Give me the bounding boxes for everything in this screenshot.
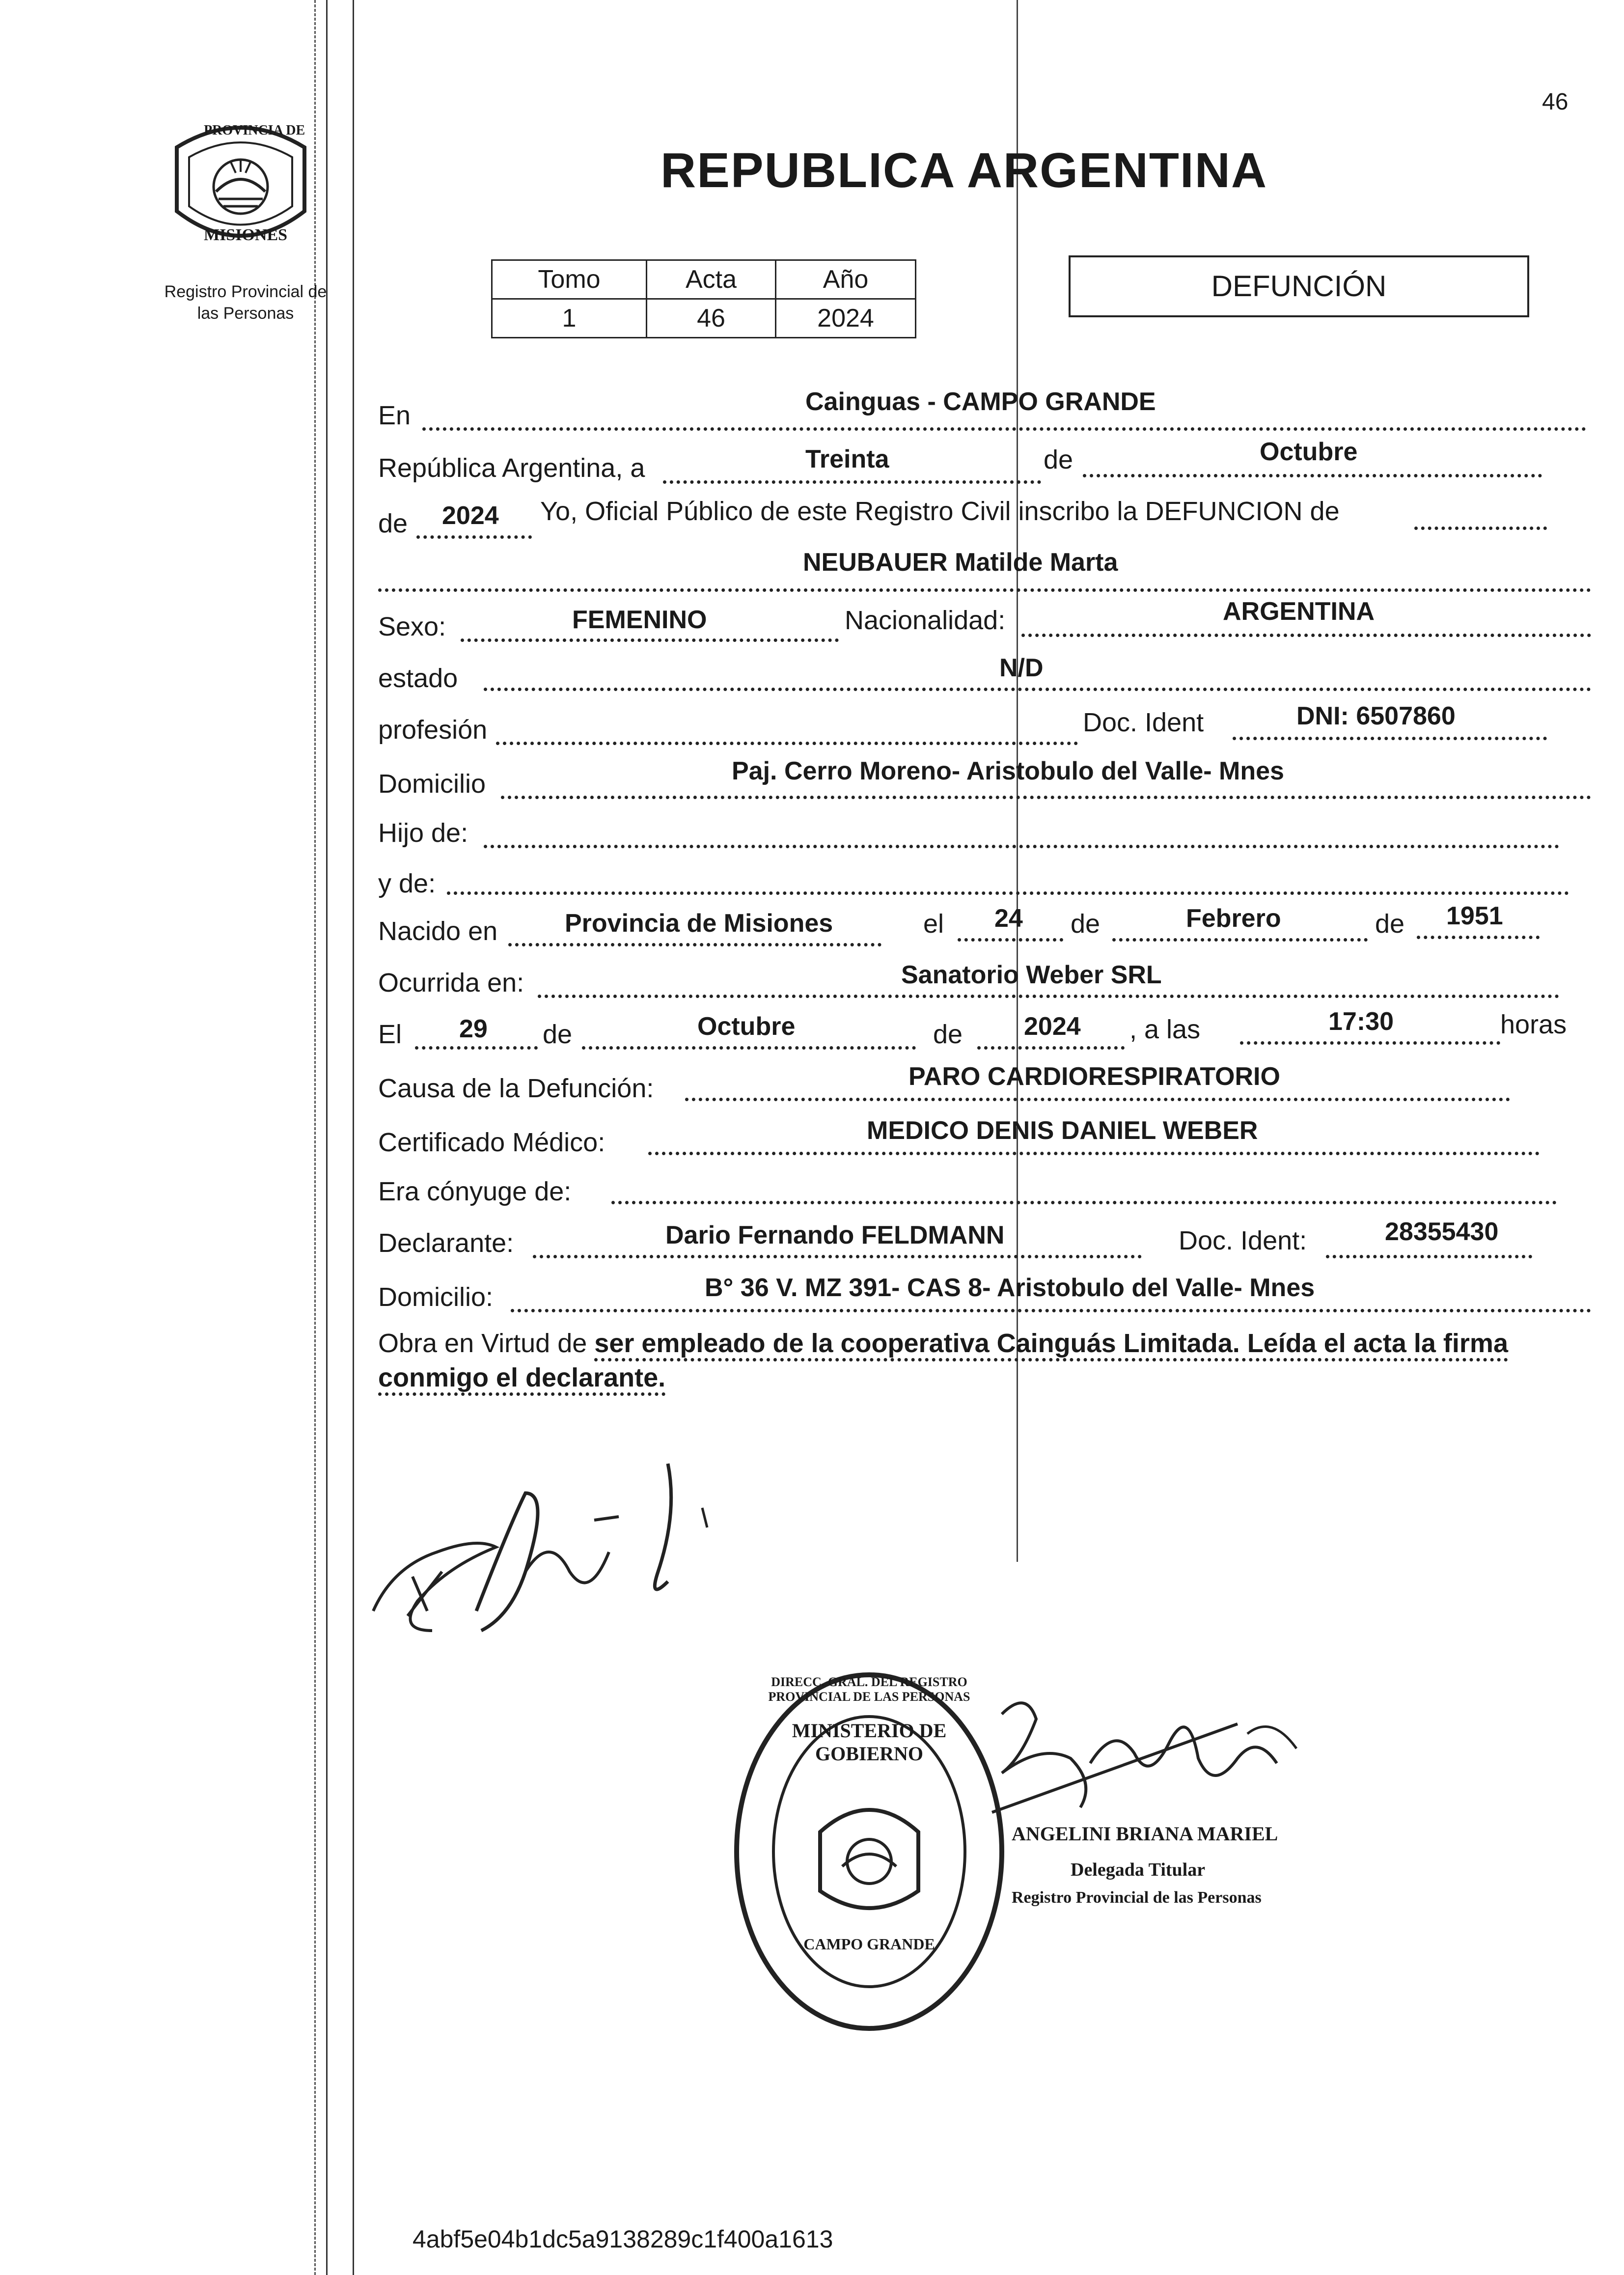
logo-arc-text: PROVINCIA DE (204, 123, 305, 138)
conyuge-label: Era cónyuge de: (378, 1177, 572, 1206)
obra-paragraph (378, 1326, 1591, 1395)
margin-line-right (353, 0, 354, 2275)
nacido-label: Nacido en (378, 916, 498, 946)
birth-year: 1951 (1446, 902, 1503, 930)
death-month: Octubre (697, 1012, 796, 1041)
logo-caption (142, 281, 349, 324)
obra-label: Obra en Virtud de (378, 1329, 587, 1358)
domicilio-value: Paj. Cerro Moreno- Aristobulo del Valle- Mnes (732, 757, 1284, 785)
domicilio2-label: Domicilio: (378, 1282, 494, 1312)
stamp-registry: Registro Provincial de las Personas (1012, 1888, 1262, 1907)
yo-dotted-line (1414, 527, 1547, 530)
alas-label: , a las (1129, 1015, 1201, 1044)
yde-dotted-line (447, 891, 1569, 895)
declarante-label: Declarante: (378, 1228, 514, 1258)
sexo-value: FEMENINO (572, 606, 707, 634)
logo-caption-line1: Registro Provincial de (164, 282, 327, 301)
year-value: 2024 (442, 501, 499, 530)
sexo-label: Sexo: (378, 612, 446, 641)
de2-label: de (378, 509, 408, 538)
seal-bottom-text: CAMPO GRANDE (803, 1935, 935, 1953)
death-time: 17:30 (1328, 1007, 1394, 1036)
stamp-name: ANGELINI BRIANA MARIEL (1012, 1823, 1278, 1845)
birth-day: 24 (994, 904, 1023, 933)
certificado-value: MEDICO DENIS DANIEL WEBER (867, 1116, 1258, 1145)
table-value-tomo: 1 (492, 299, 647, 338)
seal-outer-text: DIRECC. GRAL. DEL REGISTRO PROVINCIAL DE LAS PERSONAS (768, 1675, 970, 1704)
certificado-dotted-line (648, 1152, 1540, 1155)
birth-day-dotted-line (958, 938, 1063, 942)
de6-label: de (933, 1020, 963, 1049)
de5-label: de (543, 1020, 573, 1049)
page-title: REPUBLICA ARGENTINA (661, 143, 1268, 198)
el-label: el (923, 909, 944, 939)
en-label: En (378, 401, 411, 430)
table-value-ano: 2024 (776, 299, 916, 338)
day-value: Treinta (805, 445, 889, 473)
record-type-box: DEFUNCIÓN (1069, 255, 1529, 317)
nacionalidad-label: Nacionalidad: (845, 606, 1006, 635)
nacionalidad-dotted-line (1021, 634, 1591, 637)
horas-label: horas (1500, 1010, 1567, 1039)
logo-bottom-text: MISIONES (204, 226, 288, 244)
name-dotted-line (378, 588, 1591, 592)
death-year-dotted-line (977, 1046, 1125, 1050)
domicilio2-dotted-line (511, 1309, 1591, 1312)
causa-dotted-line (685, 1098, 1510, 1101)
stamp-title: Delegada Titular (1071, 1859, 1206, 1880)
registry-seal (722, 1660, 1017, 2043)
de4-label: de (1375, 909, 1405, 939)
nacido-dotted-line (508, 943, 881, 946)
ocurrida-value: Sanatorio Weber SRL (901, 961, 1162, 989)
month-value: Octubre (1260, 438, 1358, 466)
reference-table (491, 259, 916, 338)
day-dotted-line (663, 480, 1041, 484)
yde-label: y de: (378, 869, 436, 898)
seal-inner-text: MINISTERIO DE GOBIERNO (792, 1720, 947, 1765)
profesion-label: profesión (378, 715, 488, 745)
en-value: Cainguas - CAMPO GRANDE (805, 388, 1156, 416)
domicilio-label: Domicilio (378, 769, 486, 799)
causa-label: Causa de la Defunción: (378, 1074, 654, 1103)
table-header-acta: Acta (647, 260, 776, 299)
birth-month-dotted-line (1112, 938, 1368, 942)
year-dotted-line (416, 535, 532, 539)
doc-ident-label: Doc. Ident (1083, 708, 1204, 737)
nacido-value: Provincia de Misiones (565, 909, 833, 938)
nacionalidad-value: ARGENTINA (1223, 597, 1375, 626)
domicilio-dotted-line (501, 796, 1591, 799)
en-dotted-line (422, 427, 1586, 431)
birth-month: Febrero (1186, 904, 1281, 933)
doc-ident-value: DNI: 6507860 (1296, 702, 1456, 730)
deceased-name: NEUBAUER Matilde Marta (803, 548, 1118, 577)
table-value-acta: 46 (647, 299, 776, 338)
death-time-dotted-line (1240, 1041, 1500, 1045)
de1-label: de (1044, 445, 1073, 474)
domicilio2-value: B° 36 V. MZ 391- CAS 8- Aristobulo del Valle- Mnes (705, 1274, 1315, 1302)
hijo-label: Hijo de: (378, 818, 468, 848)
causa-value: PARO CARDIORESPIRATORIO (908, 1062, 1280, 1091)
provincia-misiones-logo (157, 113, 324, 260)
declarante-value: Dario Fernando FELDMANN (665, 1221, 1005, 1249)
table-header-ano: Año (776, 260, 916, 299)
republica-label: República Argentina, a (378, 453, 645, 483)
el2-label: El (378, 1020, 402, 1049)
conyuge-dotted-line (611, 1201, 1557, 1204)
sexo-dotted-line (461, 638, 839, 642)
profesion-dotted-line (496, 742, 1078, 745)
hijo-dotted-line (484, 845, 1559, 848)
doc-ident-dotted-line (1233, 737, 1547, 740)
doc2-dotted-line (1326, 1255, 1532, 1258)
death-day: 29 (459, 1015, 488, 1043)
yo-text: Yo, Oficial Público de este Registro Civil inscribo la DEFUNCION de (540, 497, 1340, 526)
de3-label: de (1071, 909, 1101, 939)
margin-dashed-line (314, 0, 316, 2275)
logo-caption-line2: las Personas (197, 304, 294, 323)
estado-dotted-line (484, 688, 1591, 691)
ocurrida-label: Ocurrida en: (378, 968, 524, 998)
estado-value: N/D (999, 654, 1044, 682)
obra-value: ser empleado de la cooperativa Cainguás Limitada. Leída el acta la firma conmigo el declarante. (378, 1329, 1508, 1396)
declarante-dotted-line (533, 1255, 1142, 1258)
page-number: 46 (1542, 89, 1569, 115)
death-year: 2024 (1024, 1012, 1081, 1041)
declarant-signature (363, 1454, 737, 1670)
certificado-label: Certificado Médico: (378, 1128, 606, 1157)
margin-line-left (326, 0, 328, 2275)
month-dotted-line (1083, 474, 1542, 477)
doc2-value: 28355430 (1385, 1218, 1499, 1246)
estado-label: estado (378, 664, 458, 693)
table-header-tomo: Tomo (492, 260, 647, 299)
birth-year-dotted-line (1417, 936, 1540, 939)
doc2-label: Doc. Ident: (1179, 1226, 1307, 1255)
ocurrida-dotted-line (538, 995, 1559, 998)
document-hash: 4abf5e04b1dc5a9138289c1f400a1613 (413, 2225, 833, 2253)
death-day-dotted-line (415, 1046, 538, 1050)
death-month-dotted-line (582, 1046, 916, 1050)
